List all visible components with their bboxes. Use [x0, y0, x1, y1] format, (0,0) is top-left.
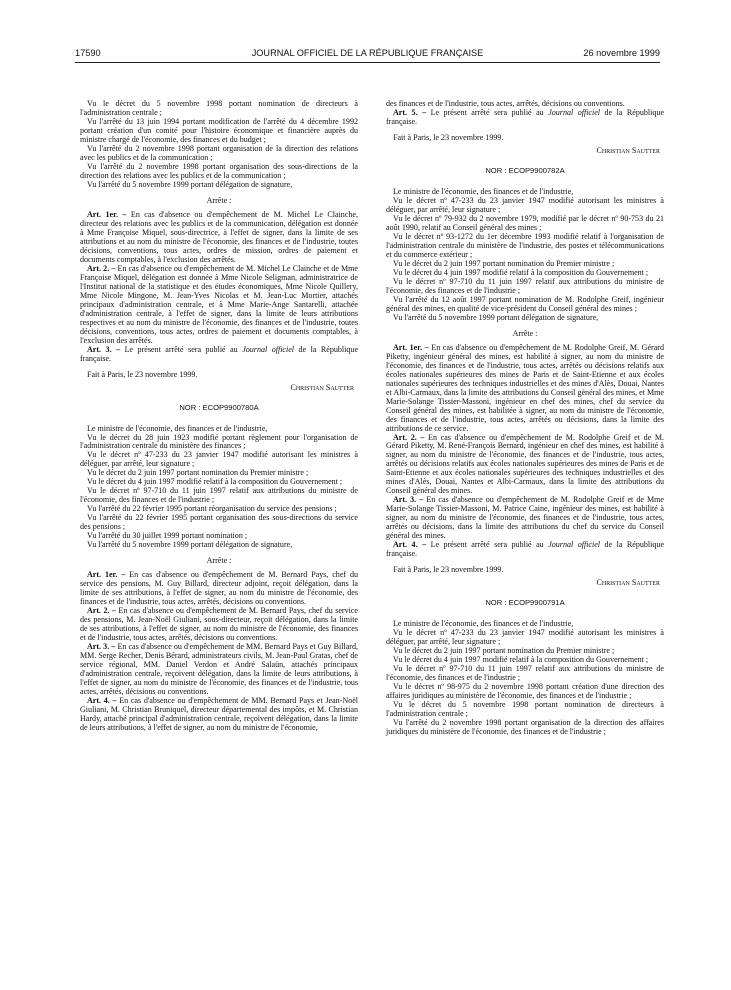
signature: Christian Sautter — [596, 578, 660, 588]
article-text: En cas d'absence ou d'empêchement de MM. Bernard Pays et Guy Billard, MM. Serge Recher, Denis Bérard, administrateurs civils, M. Jean-Paul Gratas, chef de service régional, MM. Daniel Verdon et André Salaün, attachés principaux d'administration centrale, reçoivent délégation, dans la limite de leurs attributions, à l'effet de signer, au nom du ministre de l'économie, des finances et de l'industrie, tous actes, arrêtés, décisions ou conventions. — [80, 642, 358, 697]
visa: Vu l'arrêté du 30 juillet 1999 portant nomination ; — [87, 531, 248, 541]
visa: Vu le décret du 2 juin 1997 portant nomination du Premier ministre ; — [393, 258, 615, 268]
article — [386, 540, 664, 558]
journal-name: Journal officiel — [548, 107, 601, 117]
article — [80, 345, 358, 363]
article-text: En cas d'absence ou d'empêchement de M. Rodolphe Greif et de Mme Marie-Solange Tissier-Massoni, M. Patrice Caine, ingénieur des mines, est habilité à signer, au nom du ministre de l'économie, des finances et de l'industrie, tous actes, arrêtés ou décisions, dans la limite des attributions du chef du service du Conseil général des mines. — [386, 495, 665, 541]
visa: Le ministre de l'économie, des finances et de l'industrie, — [393, 186, 574, 196]
visa: Vu l'arrêté du 22 février 1995 portant organisation des sous-directions du service des pensions ; — [80, 513, 358, 532]
visa: Vu le décret du 5 novembre 1998 portant nomination de directeurs à l'administration centrale ; — [80, 99, 358, 117]
visa: Vu le décret nº 47-233 du 23 janvier 1947 modifié autorisant les ministres à déléguer, par arrêté, leur signature ; — [386, 195, 664, 214]
article-text: En cas d'absence ou d'empêchement de M. Rodolphe Greif et de M. Gérard Piketty, M. René-François Bernard, ingénieur en chef des mines, est habilité à signer, au nom du ministre de l'économie, des finances et de l'industrie, tous actes, arrêtés ou décisions relatifs aux écoles nationales supérieures des mines de Paris et de Saint-Etienne et aux écoles nationales supérieures des techniques industrielles et des mines d'Alès, Douai, Nantes et Albi-Carmaux, dans la limite des attributions du Conseil général des mines. — [386, 432, 664, 496]
visas-block — [80, 424, 358, 550]
signature: Christian Sautter — [290, 382, 354, 392]
article — [80, 264, 358, 345]
arrete-heading: Arrête : — [206, 556, 232, 566]
article-text: de la République française. — [80, 344, 359, 363]
article-text: Le présent arrêté sera publié au — [120, 344, 243, 354]
visa: Vu l'arrêté du 22 février 1995 portant réorganisation du service des pensions ; — [87, 504, 337, 514]
visa: Vu le décret du 2 juin 1997 portant nomination du Premier ministre ; — [87, 468, 309, 478]
right-column — [386, 99, 664, 736]
visa: Vu l'arrêté du 5 novembre 1999 portant délégation de signature, — [393, 312, 599, 322]
left-column — [80, 99, 358, 732]
visa: Vu le décret du 4 juin 1997 modifié relatif à la composition du Gouvernement ; — [393, 267, 649, 277]
visa: Vu le décret nº 93-1272 du 1er décembre 1993 modifié relatif à l'organisation de l'administration centrale du ministère de l'industrie, des postes et télécommunications et du commerce extérieur ; — [386, 231, 664, 259]
arrete-heading: Arrête : — [206, 195, 232, 205]
nor-reference: NOR : ECOP9900782A — [485, 165, 565, 175]
article — [80, 696, 358, 732]
article-text: Le présent arrêté sera publié au — [426, 107, 549, 117]
article-label: Art. 1er. – — [393, 342, 429, 352]
visas-block — [386, 187, 664, 322]
nor-reference: NOR : ECOP9900780A — [179, 402, 259, 412]
visa: Vu le décret nº 97-710 du 11 juin 1997 relatif aux attributions du ministre de l'économie, des finances et de l'industrie ; — [80, 486, 358, 505]
visa: Vu le décret du 4 juin 1997 modifié relatif à la composition du Gouvernement ; — [87, 477, 343, 487]
article — [386, 433, 664, 496]
visa: Vu le décret nº 47-233 du 23 janvier 1947 modifié autorisant les ministres à déléguer, par arrêté, leur signature ; — [80, 450, 358, 469]
article-label: Art. 3. – — [87, 642, 116, 652]
article-text: En cas d'absence ou d'empêchement de M. Bernard Pays, chef du service des pensions, M. Jean-Noël Giuliani, sous-directeur, reçoit délégation, dans la limite de ses attributions, à l'effet de signer, au nom du ministre de l'économie, des finances et de l'industrie, tous actes, arrêtés, décisions ou conventions. — [80, 606, 358, 643]
visa: Vu le décret nº 98-975 du 2 novembre 1998 portant création d'une direction des affaires juridiques au ministère de l'économie, des finances et de l'industrie ; — [386, 682, 664, 701]
article-label: Art. 4. – — [87, 696, 117, 706]
visa: Vu l'arrêté du 2 novembre 1998 portant organisation de la direction des affaires juridiques du ministère de l'économie, des finances et de l'industrie ; — [386, 718, 664, 737]
article — [80, 642, 358, 696]
visa: Vu le décret du 5 novembre 1998 portant nomination de directeurs à l'administration centrale ; — [386, 700, 664, 719]
visa: Vu l'arrêté du 2 novembre 1998 portant organisation des sous-directions de la direction des relations avec les publics et de la communication ; — [80, 161, 358, 180]
visa: Vu le décret nº 47-233 du 23 janvier 1947 modifié autorisant les ministres à déléguer, par arrêté, leur signature ; — [386, 628, 664, 647]
visa: Le ministre de l'économie, des finances et de l'industrie, — [393, 619, 574, 629]
article-text: de la République française. — [386, 540, 665, 559]
visa: Vu le décret nº 97-710 du 11 juin 1997 relatif aux attributions du ministre de l'économie, des finances et de l'industrie ; — [386, 664, 664, 683]
article — [80, 570, 358, 606]
article-text: de la République française. — [386, 107, 665, 126]
visa: Vu le décret nº 79-932 du 2 novembre 1979, modifié par le décret nº 90-753 du 21 août 1990, relatif au Conseil général des mines ; — [386, 213, 664, 232]
article-label: Art. 4. – — [393, 540, 427, 550]
nor-reference: NOR : ECOP9900791A — [485, 598, 565, 608]
visa: Vu le décret nº 97-710 du 11 juin 1997 relatif aux attributions du ministre de l'économie, des finances et de l'industrie ; — [386, 276, 664, 295]
article-label: Art. 2. – — [393, 432, 425, 442]
visa: Le ministre de l'économie, des finances et de l'industrie, — [87, 423, 268, 433]
article-label: Art. 1er. – — [87, 570, 126, 580]
visa: Vu l'arrêté du 2 novembre 1998 portant organisation de la direction des relations avec les publics et de la communication ; — [80, 143, 358, 162]
done-at: Fait à Paris, le 23 novembre 1999. — [87, 369, 198, 379]
visa: Vu le décret du 2 juin 1997 portant nomination du Premier ministre ; — [393, 646, 615, 656]
article-label: Art. 1er. – — [87, 209, 127, 219]
issue-date: 26 novembre 1999 — [583, 48, 660, 58]
visa: Vu l'arrêté du 13 juin 1994 portant modification de l'arrêté du 4 décembre 1992 portant création d'un comité pour l'histoire économique et financière auprès du ministre chargé de l'économie, des finances et du budget ; — [80, 116, 358, 144]
article — [386, 343, 664, 433]
article — [80, 606, 358, 642]
article-text: En cas d'absence ou d'empêchement de M. Bernard Pays, chef du service des pensions, M. Guy Billard, directeur adjoint, reçoit délégation, dans la limite de ses attributions, à l'effet de signer, au nom du ministre de l'économie, des finances et de l'industrie, tous actes, arrêtés, décisions ou conventions. — [80, 570, 358, 607]
article-text: En cas d'absence ou d'empêchement de M. Rodolphe Greif, M. Gérard Piketty, ingénieur général des mines, est habilité à signer, au nom du ministre de l'économie, des finances et de l'industrie, tous actes, arrêtés ou décisions relatifs aux écoles nationales supérieures des mines de Paris et de Saint-Etienne et aux écoles nationales supérieures des techniques industrielles et des mines d'Alès, Douai, Nantes et Albi-Carmaux, dans la limite des attributions du Conseil général des mines, et Mme Marie-Solange Tissier-Massoni, ingénieur en chef des mines, chef du service du Conseil général des mines, est habilitée à signer, au nom du ministre de l'économie, des finances et de l'industrie, tous actes, arrêtés ou décisions, dans la limite des attributions de ce service. — [386, 342, 664, 433]
article-text: En cas d'absence ou d'empêchement de MM. Bernard Pays et Jean-Noël Giuliani, M. Christian Bruniquel, directeur départemental des impôts, et M. Christian Hardy, attaché principal d'administration centrale, reçoivent délégation, dans la limite de leurs attributions, à l'effet de signer, au nom du ministre de l'économie, — [80, 696, 358, 733]
article-text: Le présent arrêté sera publié au — [426, 540, 549, 550]
article-label: Art. 2. – — [87, 263, 116, 273]
continuation-text: des finances et de l'industrie, tous actes, arrêtés, décisions ou conventions. — [386, 99, 625, 108]
article-label: Art. 3. – — [393, 495, 424, 505]
visas-block — [386, 619, 664, 736]
article-label: Art. 2. – — [87, 606, 116, 616]
page-number: 17590 — [75, 48, 101, 58]
done-at: Fait à Paris, le 23 novembre 1999. — [393, 565, 504, 575]
article — [386, 108, 664, 126]
intro-visas — [80, 99, 358, 189]
visa: Vu l'arrêté du 5 novembre 1999 portant délégation de signature, — [87, 179, 293, 189]
done-at: Fait à Paris, le 23 novembre 1999. — [393, 132, 504, 142]
journal-name: Journal officiel — [242, 344, 295, 354]
visa: Vu l'arrêté du 12 août 1997 portant nomination de M. Rodolphe Greif, ingénieur général des mines, en qualité de vice-président du Conseil général des mines ; — [386, 294, 664, 313]
visa: Vu le décret du 28 juin 1923 modifié portant règlement pour l'organisation de l'administration centrale du ministère des finances ; — [80, 432, 358, 451]
article-text: En cas d'absence ou d'empêchement de M. Michel Le Clainche et de Mme Françoise Miquel, délégation est donnée à Mme Nicole Seligman, administratrice de l'Institut national de la statistique et des études économiques, Mme Nicole Quillery, Mme Nicole Mingone, M. Jean-Yves Nicolas et M. Jean-Luc Mortier, attachés principaux d'administration centrale, et à Mme Marie-Ange Santarelli, attachée d'administration centrale, à l'effet de signer, dans la limite de leurs attributions respectives et au nom du ministre de l'économie, des finances et de l'industrie, toutes décisions, conventions, tous actes, ordres de paiement et documents comptables, à l'exclusion des arrêtés. — [80, 263, 359, 345]
article-label: Art. 3. – — [87, 344, 121, 354]
visa: Vu le décret du 4 juin 1997 modifié relatif à la composition du Gouvernement ; — [393, 655, 649, 665]
article-text: En cas d'absence ou d'empêchement de M. Michel Le Clainche, directeur des relations avec les publics et de la communication, délégation est donnée à Mme Françoise Miquel, sous-directrice, à l'effet de signer, dans la limite de ses attributions et au nom du ministre de l'économie, des finances et de l'industrie, toutes décisions, conventions, tous actes, ordres de mission, ordres de paiement et documents comptables, à l'exclusion des arrêtés. — [80, 209, 359, 264]
article-label: Art. 5. – — [393, 107, 427, 117]
article — [386, 495, 664, 540]
journal-title: JOURNAL OFFICIEL DE LA RÉPUBLIQUE FRANÇAISE — [251, 48, 484, 58]
visa: Vu l'arrêté du 5 novembre 1999 portant délégation de signature, — [87, 540, 293, 550]
journal-name: Journal officiel — [548, 540, 601, 550]
article — [80, 210, 358, 264]
arrete-heading: Arrête : — [512, 328, 538, 338]
header-rule — [75, 62, 660, 63]
signature: Christian Sautter — [596, 145, 660, 155]
